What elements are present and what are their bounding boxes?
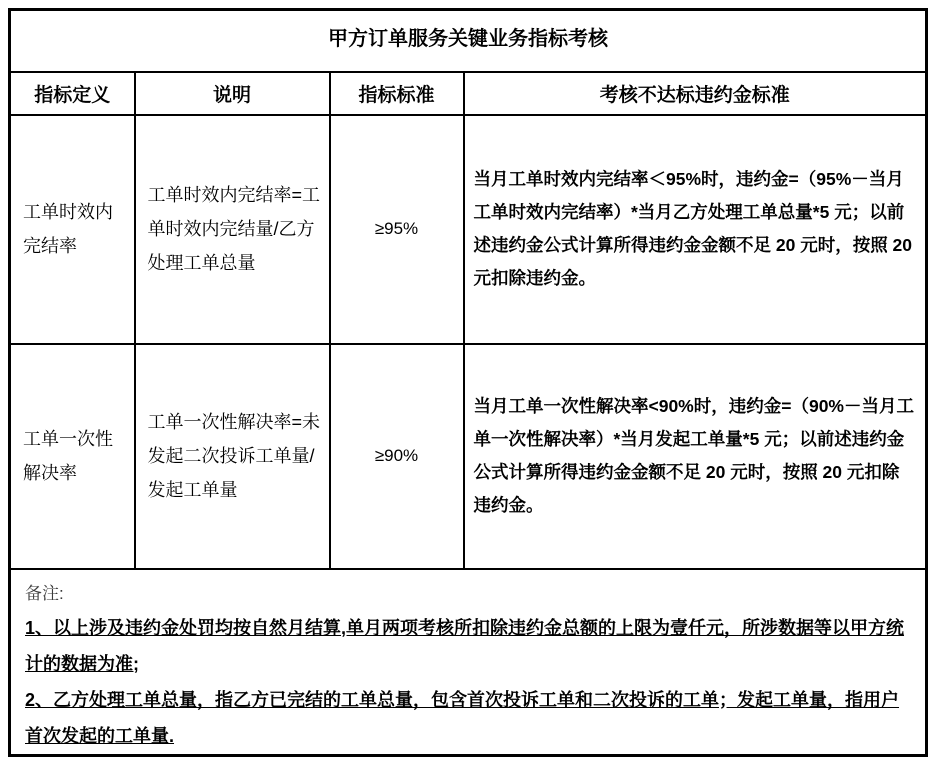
header-description: 说明 [135,72,330,115]
table-title-row [10,10,927,72]
row1-penalty-cell: 当月工单时效内完结率＜95%时，违约金=（95%－当月工单时效内完结率）*当月乙方处理工单总量*5 元；以前述违约金公式计算所得违约金金额不足 20 元时，按照 20 元扣除违约金。 [464,115,927,344]
notes-cell [10,569,927,756]
row1-definition-cell: 工单时效内完结率 [10,115,135,344]
table-row [10,344,927,569]
table-title: 甲方订单服务关键业务指标考核 [10,10,927,72]
kpi-assessment-table [8,8,928,757]
note-item-2: 2、乙方处理工单总量，指乙方已完结的工单总量，包含首次投诉工单和二次投诉的工单；发起工单量，指用户首次发起的工单量. [25,689,900,746]
row2-standard-cell: ≥90% [330,344,464,569]
row2-penalty-cell: 当月工单一次性解决率<90%时，违约金=（90%－当月工单一次性解决率）*当月发起工单量*5 元；以前述违约金公式计算所得违约金金额不足 20 元时，按照 20 元扣除违约金。 [464,344,927,569]
table-notes-row [10,569,927,756]
row1-standard-cell: ≥95% [330,115,464,344]
header-indicator-definition: 指标定义 [10,72,135,115]
row2-definition-cell: 工单一次性解决率 [10,344,135,569]
header-indicator-standard: 指标标准 [330,72,464,115]
header-penalty-standard: 考核不达标违约金标准 [464,72,927,115]
row1-description-cell: 工单时效内完结率=工单时效内完结量/乙方处理工单总量 [135,115,330,344]
table-header-row [10,72,927,115]
notes-label: 备注: [25,583,64,603]
note-item-1: 1、以上涉及违约金处罚均按自然月结算,单月两项考核所扣除违约金总额的上限为壹仟元，所涉数据等以甲方统计的数据为准; [25,617,905,674]
table-row [10,115,927,344]
row2-description-cell: 工单一次性解决率=未发起二次投诉工单量/发起工单量 [135,344,330,569]
